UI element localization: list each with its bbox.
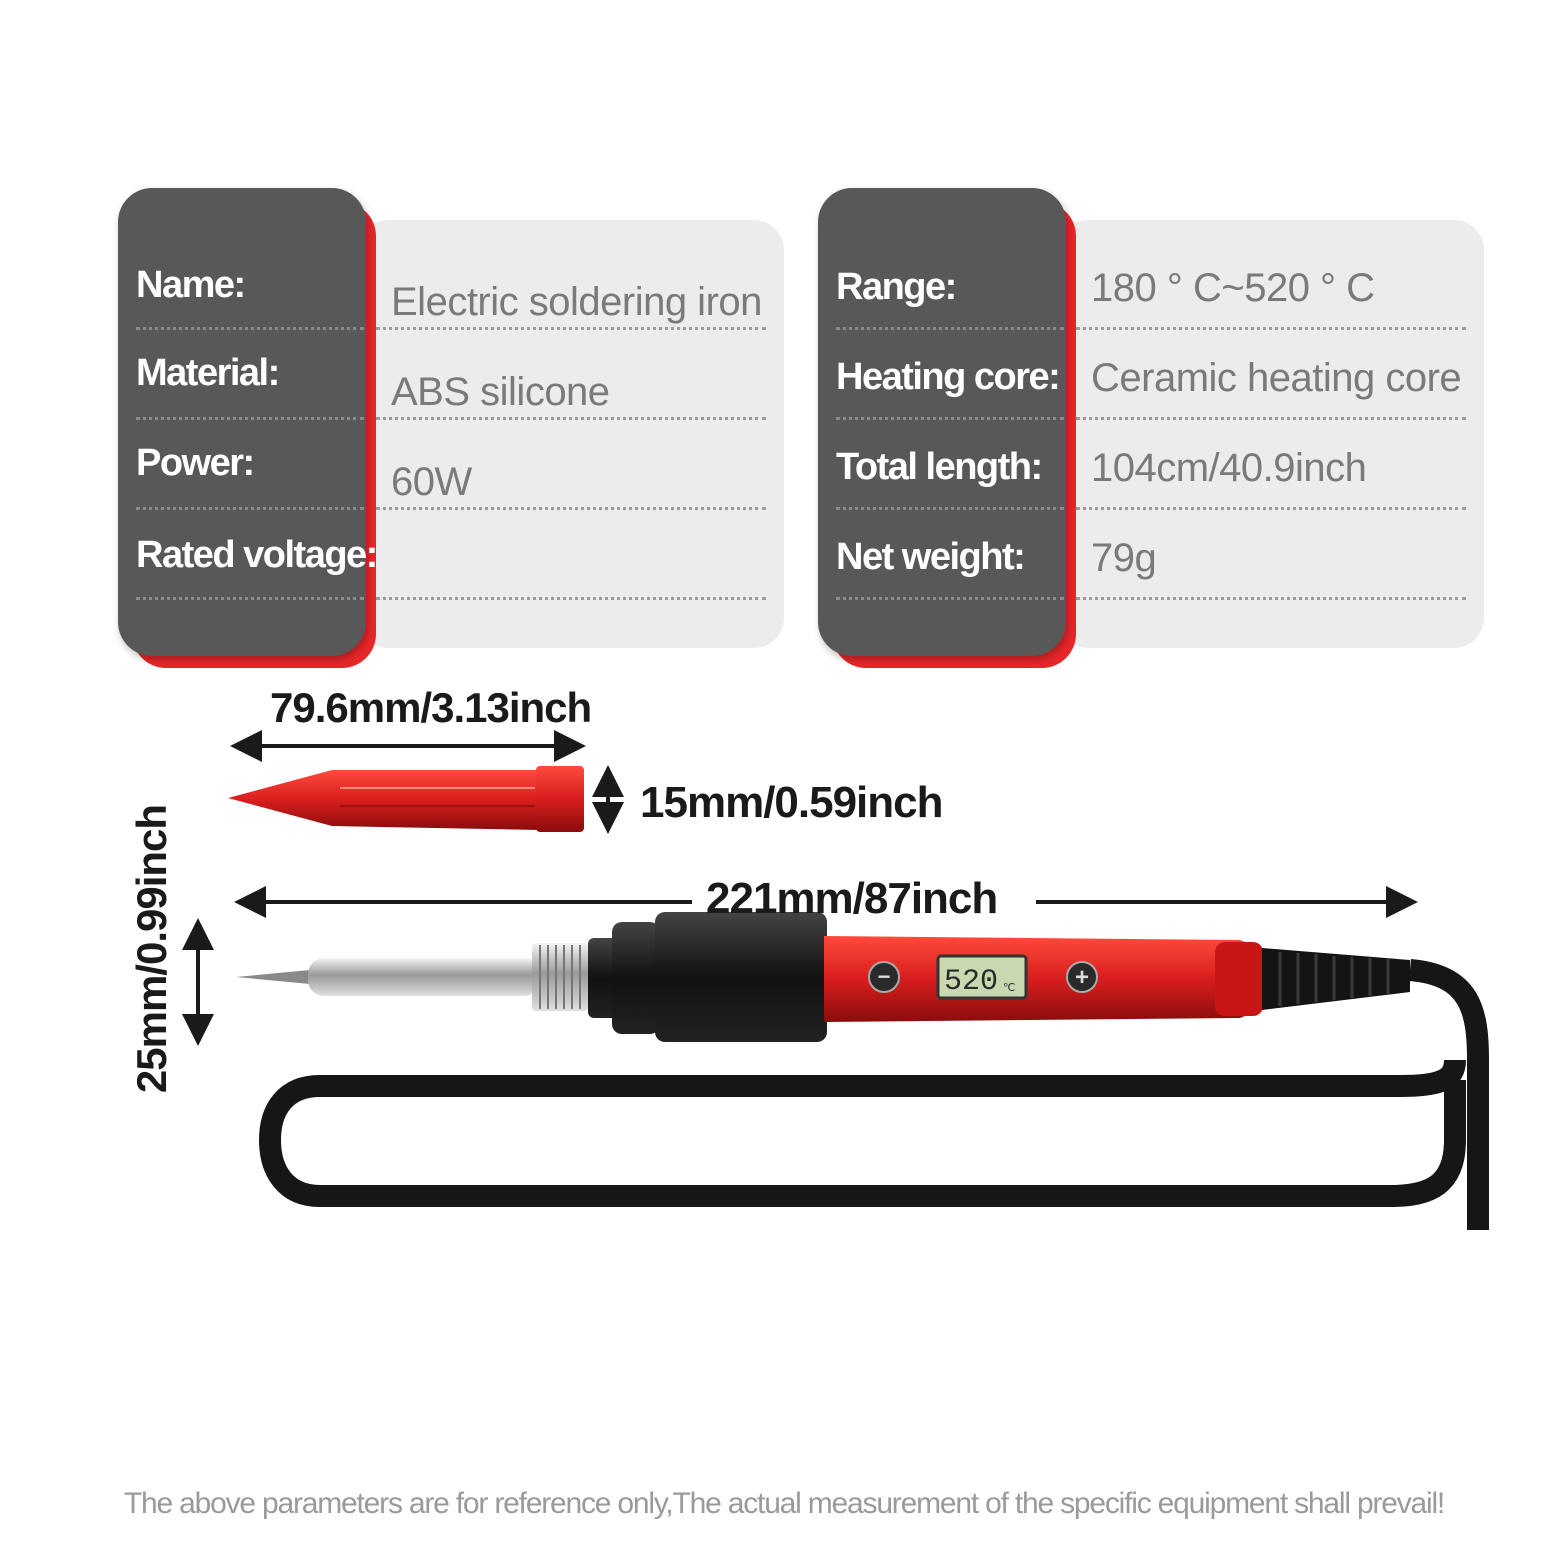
display-unit: ℃	[1003, 982, 1016, 994]
tip-illustration	[228, 766, 584, 832]
plus-button-icon	[1067, 962, 1097, 992]
iron-black-grip	[588, 912, 827, 1042]
spec-label: Name:	[136, 264, 245, 306]
display-temperature: 520	[944, 965, 999, 999]
plus-symbol: +	[1074, 964, 1090, 991]
iron-nut	[532, 943, 588, 1011]
spec-label: Heating core:	[836, 356, 1060, 398]
lcd-display	[938, 956, 1026, 999]
spec-label: Total length:	[836, 446, 1042, 488]
tip-diameter-label: 15mm/0.59inch	[640, 778, 943, 827]
spec-value: 180 ° C~520 ° C	[1091, 266, 1375, 310]
spec-label: Net weight:	[836, 536, 1025, 578]
spec-label: Power:	[136, 442, 254, 484]
spec-label: Material:	[136, 352, 279, 394]
spec-value: Ceramic heating core	[1091, 356, 1462, 400]
minus-symbol: −	[877, 964, 891, 989]
spec-label: Range:	[836, 266, 956, 308]
spec-value: 104cm/40.9inch	[1091, 446, 1367, 490]
spec-value: Electric soldering iron	[391, 280, 762, 324]
spec-value: 79g	[1091, 536, 1157, 580]
handle-diameter-label: 25mm/0.99inch	[128, 804, 175, 1094]
spec-value: ABS silicone	[391, 370, 610, 414]
total-length-label: 221mm/87inch	[706, 874, 998, 923]
spec-value: 60W	[391, 460, 472, 504]
minus-button-icon	[869, 962, 899, 992]
disclaimer-note: The above parameters are for reference only,The actual measurement of the specific equipment shall prevail!	[123, 1487, 1445, 1520]
iron-strain-relief	[1262, 948, 1410, 1010]
tip-length-label: 79.6mm/3.13inch	[270, 684, 592, 731]
spec-label: Rated voltage:	[136, 534, 377, 576]
iron-tip	[236, 958, 540, 996]
